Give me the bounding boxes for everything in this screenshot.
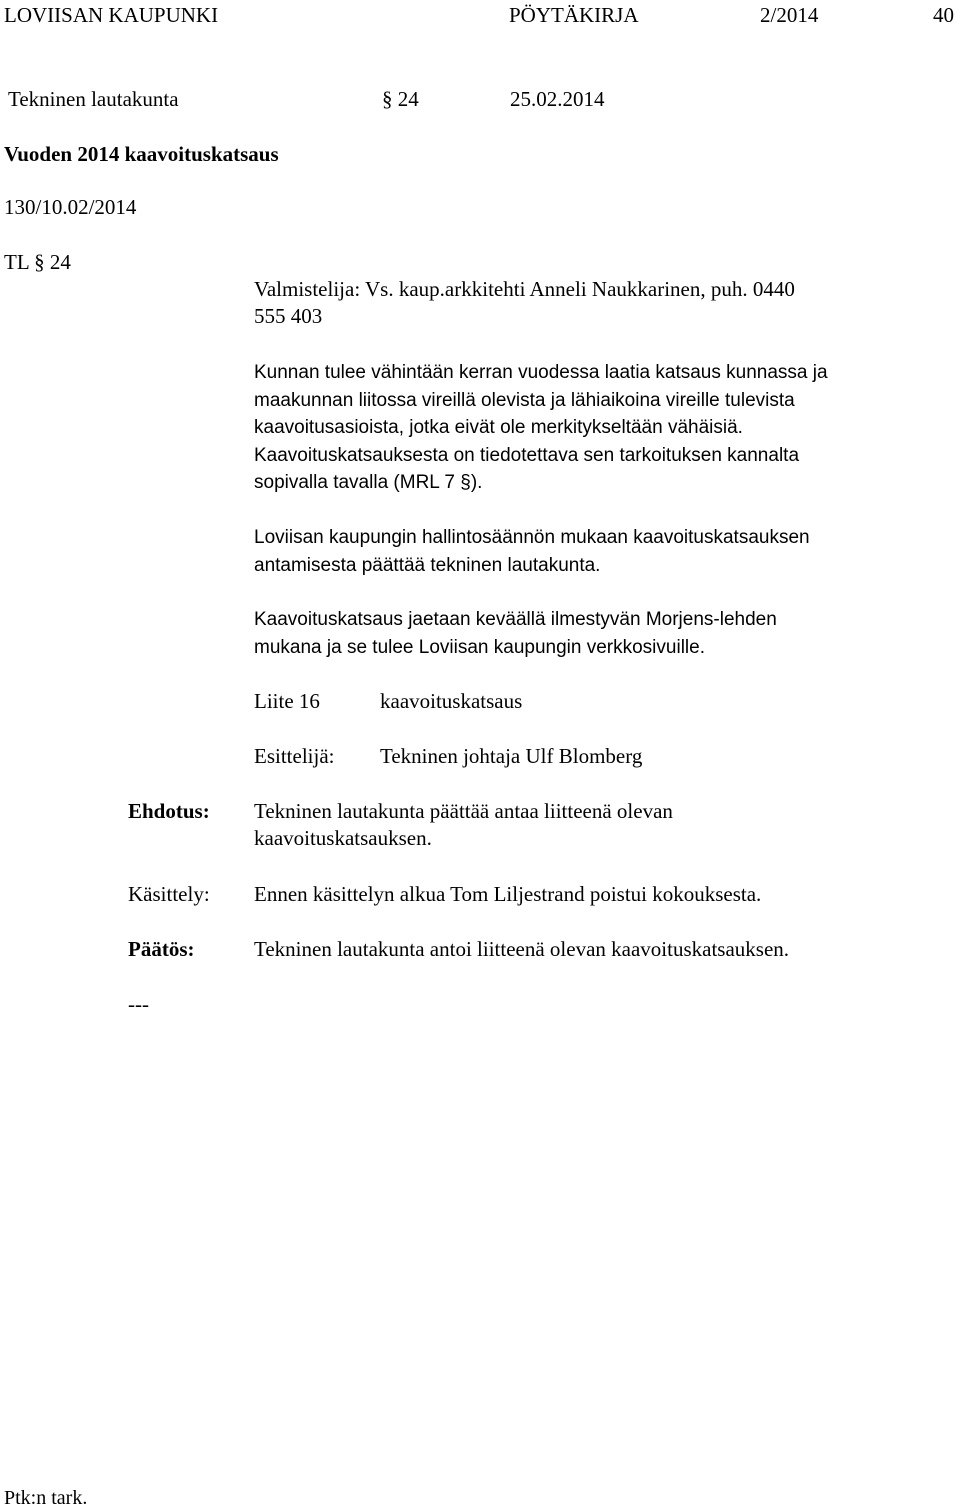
preparer-line-2: 555 403 — [254, 304, 323, 328]
item-title: Vuoden 2014 kaavoituskatsaus — [4, 142, 279, 166]
document-type: PÖYTÄKIRJA — [509, 3, 639, 27]
footer-note: Ptk:n tark. — [4, 1487, 88, 1509]
presenter-label: Esittelijä: — [254, 744, 335, 768]
attachment-label: Liite 16 — [254, 689, 320, 713]
paragraph-line: Kunnan tulee vähintään kerran vuodessa laatia katsaus kunnassa ja — [254, 362, 828, 383]
paragraph-line: maakunnan liitossa vireillä olevista ja lähiaikoina vireille tulevista — [254, 390, 795, 411]
document-number: 2/2014 — [760, 3, 819, 27]
meeting-body: Tekninen lautakunta — [8, 87, 179, 111]
presenter-name: Tekninen johtaja Ulf Blomberg — [380, 744, 643, 768]
handling-text: Ennen käsittelyn alkua Tom Liljestrand poistui kokouksesta. — [254, 882, 762, 906]
paragraph-line: Kaavoituskatsaus jaetaan keväällä ilmestyvän Morjens-lehden — [254, 609, 777, 630]
proposal-line-2: kaavoituskatsauksen. — [254, 826, 432, 850]
paragraph-line: Kaavoituskatsauksesta on tiedotettava sen tarkoituksen kannalta — [254, 445, 800, 466]
proposal-line-1: Tekninen lautakunta päättää antaa liitteenä olevan — [254, 799, 673, 823]
preparer-line-1: Valmistelija: Vs. kaup.arkkitehti Anneli Naukkarinen, puh. 0440 — [254, 277, 795, 301]
paragraph-line: sopivalla tavalla (MRL 7 §). — [254, 472, 483, 493]
organization-name: LOVIISAN KAUPUNKI — [4, 3, 219, 27]
paragraph-line: Loviisan kaupungin hallintosäännön mukaan kaavoituskatsauksen — [254, 527, 810, 548]
item-reference: 130/10.02/2014 — [4, 195, 137, 219]
decision-label: Päätös: — [128, 937, 195, 961]
paragraph-line: antamisesta päättää tekninen lautakunta. — [254, 555, 601, 576]
meeting-date: 25.02.2014 — [510, 87, 605, 111]
meeting-section: § 24 — [382, 87, 419, 111]
page-number: 40 — [933, 3, 954, 27]
paragraph-line: kaavoitusasioista, jotka eivät ole merkitykseltään vähäisiä. — [254, 417, 743, 438]
separator-dashes: --- — [128, 992, 149, 1016]
paragraph-line: mukana ja se tulee Loviisan kaupungin verkkosivuille. — [254, 637, 705, 658]
attachment-name: kaavoituskatsaus — [380, 689, 523, 713]
proposal-label: Ehdotus: — [128, 799, 210, 823]
handling-label: Käsittely: — [128, 882, 210, 906]
decision-text: Tekninen lautakunta antoi liitteenä olevan kaavoituskatsauksen. — [254, 937, 790, 961]
tl-section: TL § 24 — [4, 250, 71, 274]
